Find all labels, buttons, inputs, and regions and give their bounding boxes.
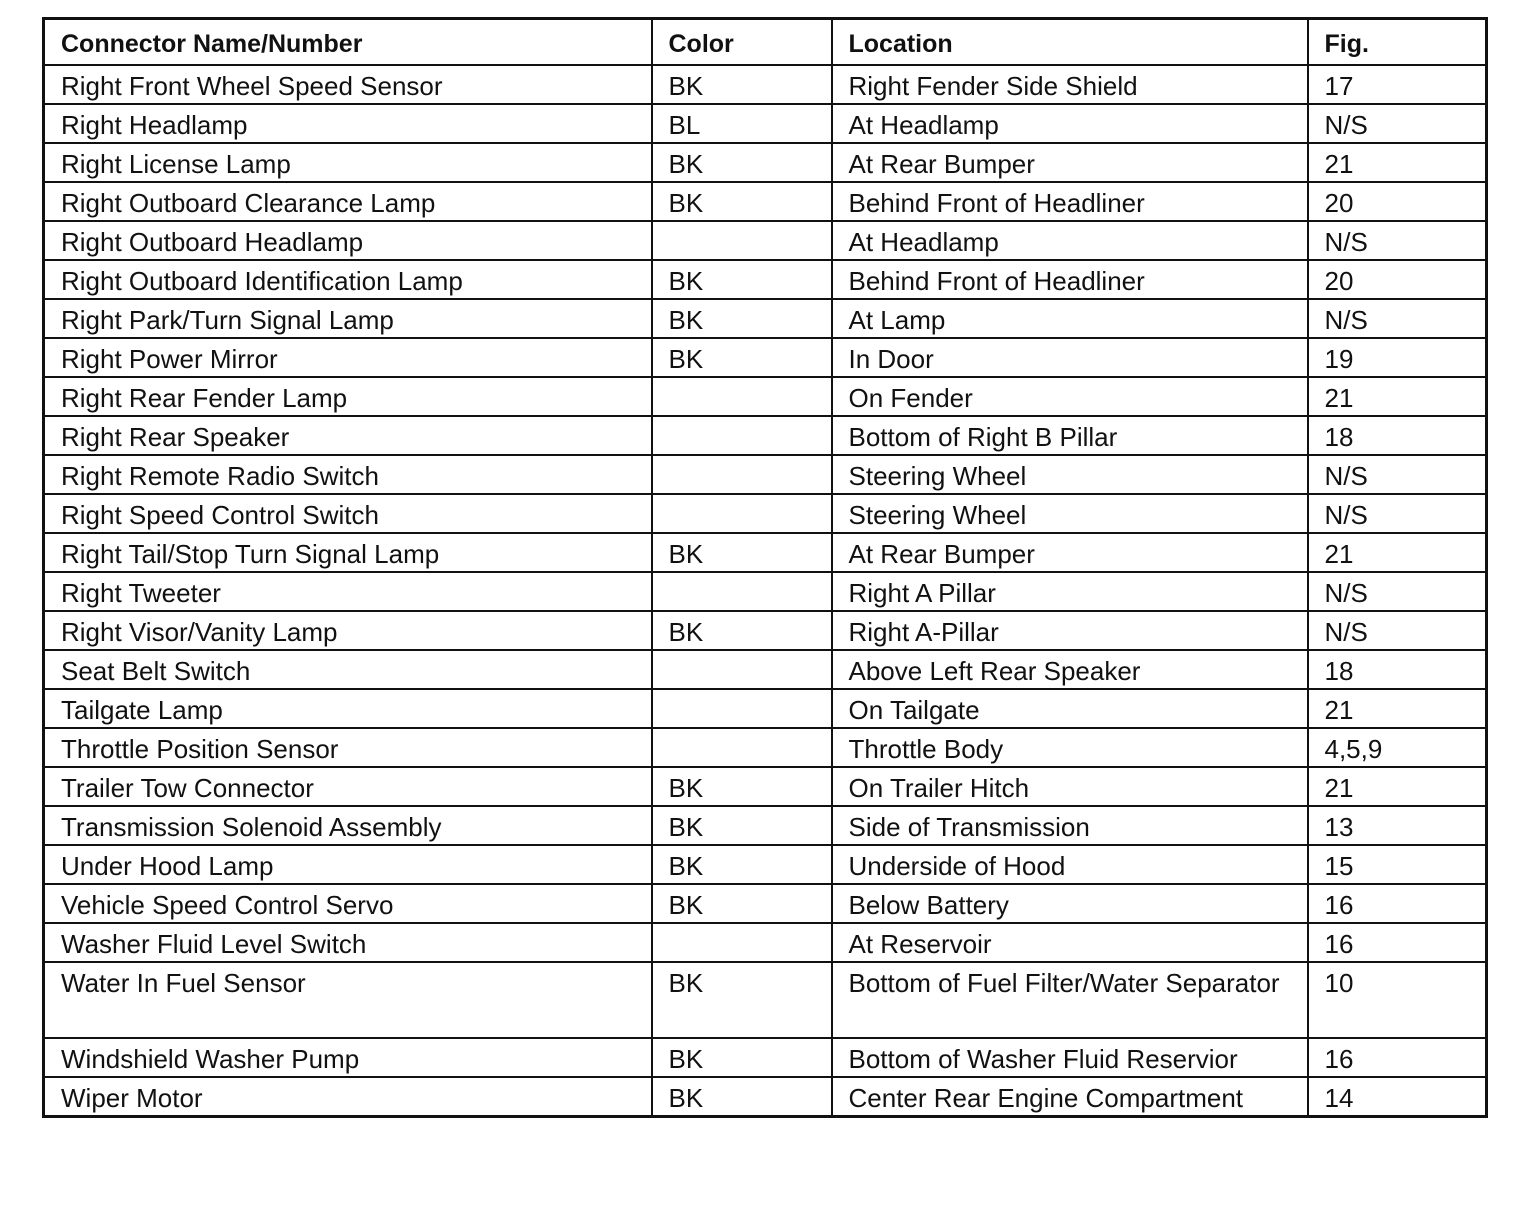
location-cell: On Trailer Hitch [832, 767, 1308, 806]
color-cell [652, 221, 832, 260]
table-row [44, 221, 1487, 260]
location-cell: Steering Wheel [832, 455, 1308, 494]
color-cell: BL [652, 104, 832, 143]
location-cell: Underside of Hood [832, 845, 1308, 884]
connector-name-cell: Right Park/Turn Signal Lamp [44, 299, 652, 338]
table-row [44, 923, 1487, 962]
color-cell: BK [652, 533, 832, 572]
connector-name-cell: Under Hood Lamp [44, 845, 652, 884]
table-row [44, 845, 1487, 884]
color-cell: BK [652, 806, 832, 845]
header-fig: Fig. [1308, 19, 1487, 65]
location-cell: Behind Front of Headliner [832, 260, 1308, 299]
header-color: Color [652, 19, 832, 65]
table-header [44, 19, 1487, 65]
location-cell: On Tailgate [832, 689, 1308, 728]
connector-name-cell: Right Outboard Identification Lamp [44, 260, 652, 299]
connector-name-cell: Vehicle Speed Control Servo [44, 884, 652, 923]
table-row [44, 767, 1487, 806]
fig-cell: 13 [1308, 806, 1487, 845]
connector-name-cell: Right License Lamp [44, 143, 652, 182]
table-row [44, 806, 1487, 845]
connector-name-cell: Tailgate Lamp [44, 689, 652, 728]
connector-name-cell: Right Outboard Headlamp [44, 221, 652, 260]
table-row [44, 962, 1487, 1038]
table-row [44, 65, 1487, 104]
connector-name-cell: Right Speed Control Switch [44, 494, 652, 533]
table-row [44, 260, 1487, 299]
table-row [44, 299, 1487, 338]
location-cell: At Lamp [832, 299, 1308, 338]
fig-cell: 20 [1308, 260, 1487, 299]
table-row [44, 377, 1487, 416]
color-cell: BK [652, 299, 832, 338]
table-row [44, 182, 1487, 221]
connector-name-cell: Throttle Position Sensor [44, 728, 652, 767]
connector-name-cell: Windshield Washer Pump [44, 1038, 652, 1077]
connector-name-cell: Right Rear Speaker [44, 416, 652, 455]
table-row [44, 143, 1487, 182]
header-connector-name: Connector Name/Number [44, 19, 652, 65]
fig-cell: 16 [1308, 884, 1487, 923]
fig-cell: N/S [1308, 572, 1487, 611]
fig-cell: 18 [1308, 650, 1487, 689]
table-row [44, 650, 1487, 689]
connector-name-cell: Seat Belt Switch [44, 650, 652, 689]
fig-cell: 10 [1308, 962, 1487, 1038]
location-cell: Side of Transmission [832, 806, 1308, 845]
table-row [44, 884, 1487, 923]
color-cell [652, 689, 832, 728]
location-cell: On Fender [832, 377, 1308, 416]
table-row [44, 1038, 1487, 1077]
location-cell: Behind Front of Headliner [832, 182, 1308, 221]
table-row [44, 611, 1487, 650]
connector-name-cell: Right Tweeter [44, 572, 652, 611]
location-cell: Center Rear Engine Compartment [832, 1077, 1308, 1117]
location-cell: Bottom of Right B Pillar [832, 416, 1308, 455]
location-cell: Bottom of Washer Fluid Reservior [832, 1038, 1308, 1077]
fig-cell: 20 [1308, 182, 1487, 221]
color-cell [652, 377, 832, 416]
color-cell: BK [652, 1077, 832, 1117]
connector-name-cell: Right Headlamp [44, 104, 652, 143]
connector-name-cell: Water In Fuel Sensor [44, 962, 652, 1038]
table-row [44, 455, 1487, 494]
connector-name-cell: Washer Fluid Level Switch [44, 923, 652, 962]
location-cell: At Rear Bumper [832, 143, 1308, 182]
fig-cell: 4,5,9 [1308, 728, 1487, 767]
fig-cell: 16 [1308, 1038, 1487, 1077]
connector-name-cell: Right Tail/Stop Turn Signal Lamp [44, 533, 652, 572]
location-cell: Above Left Rear Speaker [832, 650, 1308, 689]
color-cell: BK [652, 182, 832, 221]
connector-name-cell: Trailer Tow Connector [44, 767, 652, 806]
connector-name-cell: Wiper Motor [44, 1077, 652, 1117]
color-cell: BK [652, 65, 832, 104]
color-cell: BK [652, 143, 832, 182]
location-cell: Bottom of Fuel Filter/Water Separator [832, 962, 1308, 1038]
table-row [44, 728, 1487, 767]
fig-cell: 21 [1308, 143, 1487, 182]
location-cell: Throttle Body [832, 728, 1308, 767]
color-cell: BK [652, 338, 832, 377]
location-cell: Right Fender Side Shield [832, 65, 1308, 104]
fig-cell: N/S [1308, 104, 1487, 143]
location-cell: At Headlamp [832, 221, 1308, 260]
color-cell: BK [652, 884, 832, 923]
fig-cell: 21 [1308, 689, 1487, 728]
fig-cell: 19 [1308, 338, 1487, 377]
table-row [44, 1077, 1487, 1117]
fig-cell: N/S [1308, 299, 1487, 338]
color-cell [652, 572, 832, 611]
header-location: Location [832, 19, 1308, 65]
header-row [44, 19, 1487, 65]
fig-cell: 18 [1308, 416, 1487, 455]
fig-cell: N/S [1308, 494, 1487, 533]
color-cell [652, 650, 832, 689]
location-cell: Steering Wheel [832, 494, 1308, 533]
fig-cell: N/S [1308, 455, 1487, 494]
fig-cell: 21 [1308, 533, 1487, 572]
connector-name-cell: Right Power Mirror [44, 338, 652, 377]
location-cell: Right A-Pillar [832, 611, 1308, 650]
color-cell [652, 416, 832, 455]
color-cell: BK [652, 260, 832, 299]
color-cell [652, 728, 832, 767]
color-cell: BK [652, 962, 832, 1038]
location-cell: At Rear Bumper [832, 533, 1308, 572]
fig-cell: 16 [1308, 923, 1487, 962]
fig-cell: 21 [1308, 377, 1487, 416]
table-body [44, 65, 1487, 1117]
color-cell: BK [652, 1038, 832, 1077]
table-row [44, 533, 1487, 572]
connector-name-cell: Right Outboard Clearance Lamp [44, 182, 652, 221]
color-cell: BK [652, 767, 832, 806]
location-cell: At Headlamp [832, 104, 1308, 143]
table-row [44, 104, 1487, 143]
color-cell: BK [652, 845, 832, 884]
connector-name-cell: Right Rear Fender Lamp [44, 377, 652, 416]
connector-table [42, 17, 1488, 1118]
connector-name-cell: Right Remote Radio Switch [44, 455, 652, 494]
table-row [44, 572, 1487, 611]
connector-name-cell: Right Front Wheel Speed Sensor [44, 65, 652, 104]
table-row [44, 494, 1487, 533]
fig-cell: N/S [1308, 221, 1487, 260]
color-cell [652, 494, 832, 533]
location-cell: Below Battery [832, 884, 1308, 923]
table-row [44, 689, 1487, 728]
connector-name-cell: Right Visor/Vanity Lamp [44, 611, 652, 650]
location-cell: At Reservoir [832, 923, 1308, 962]
fig-cell: 15 [1308, 845, 1487, 884]
location-cell: In Door [832, 338, 1308, 377]
fig-cell: 17 [1308, 65, 1487, 104]
fig-cell: 14 [1308, 1077, 1487, 1117]
table-row [44, 416, 1487, 455]
color-cell: BK [652, 611, 832, 650]
table-row [44, 338, 1487, 377]
location-cell: Right A Pillar [832, 572, 1308, 611]
fig-cell: 21 [1308, 767, 1487, 806]
color-cell [652, 455, 832, 494]
fig-cell: N/S [1308, 611, 1487, 650]
color-cell [652, 923, 832, 962]
connector-name-cell: Transmission Solenoid Assembly [44, 806, 652, 845]
